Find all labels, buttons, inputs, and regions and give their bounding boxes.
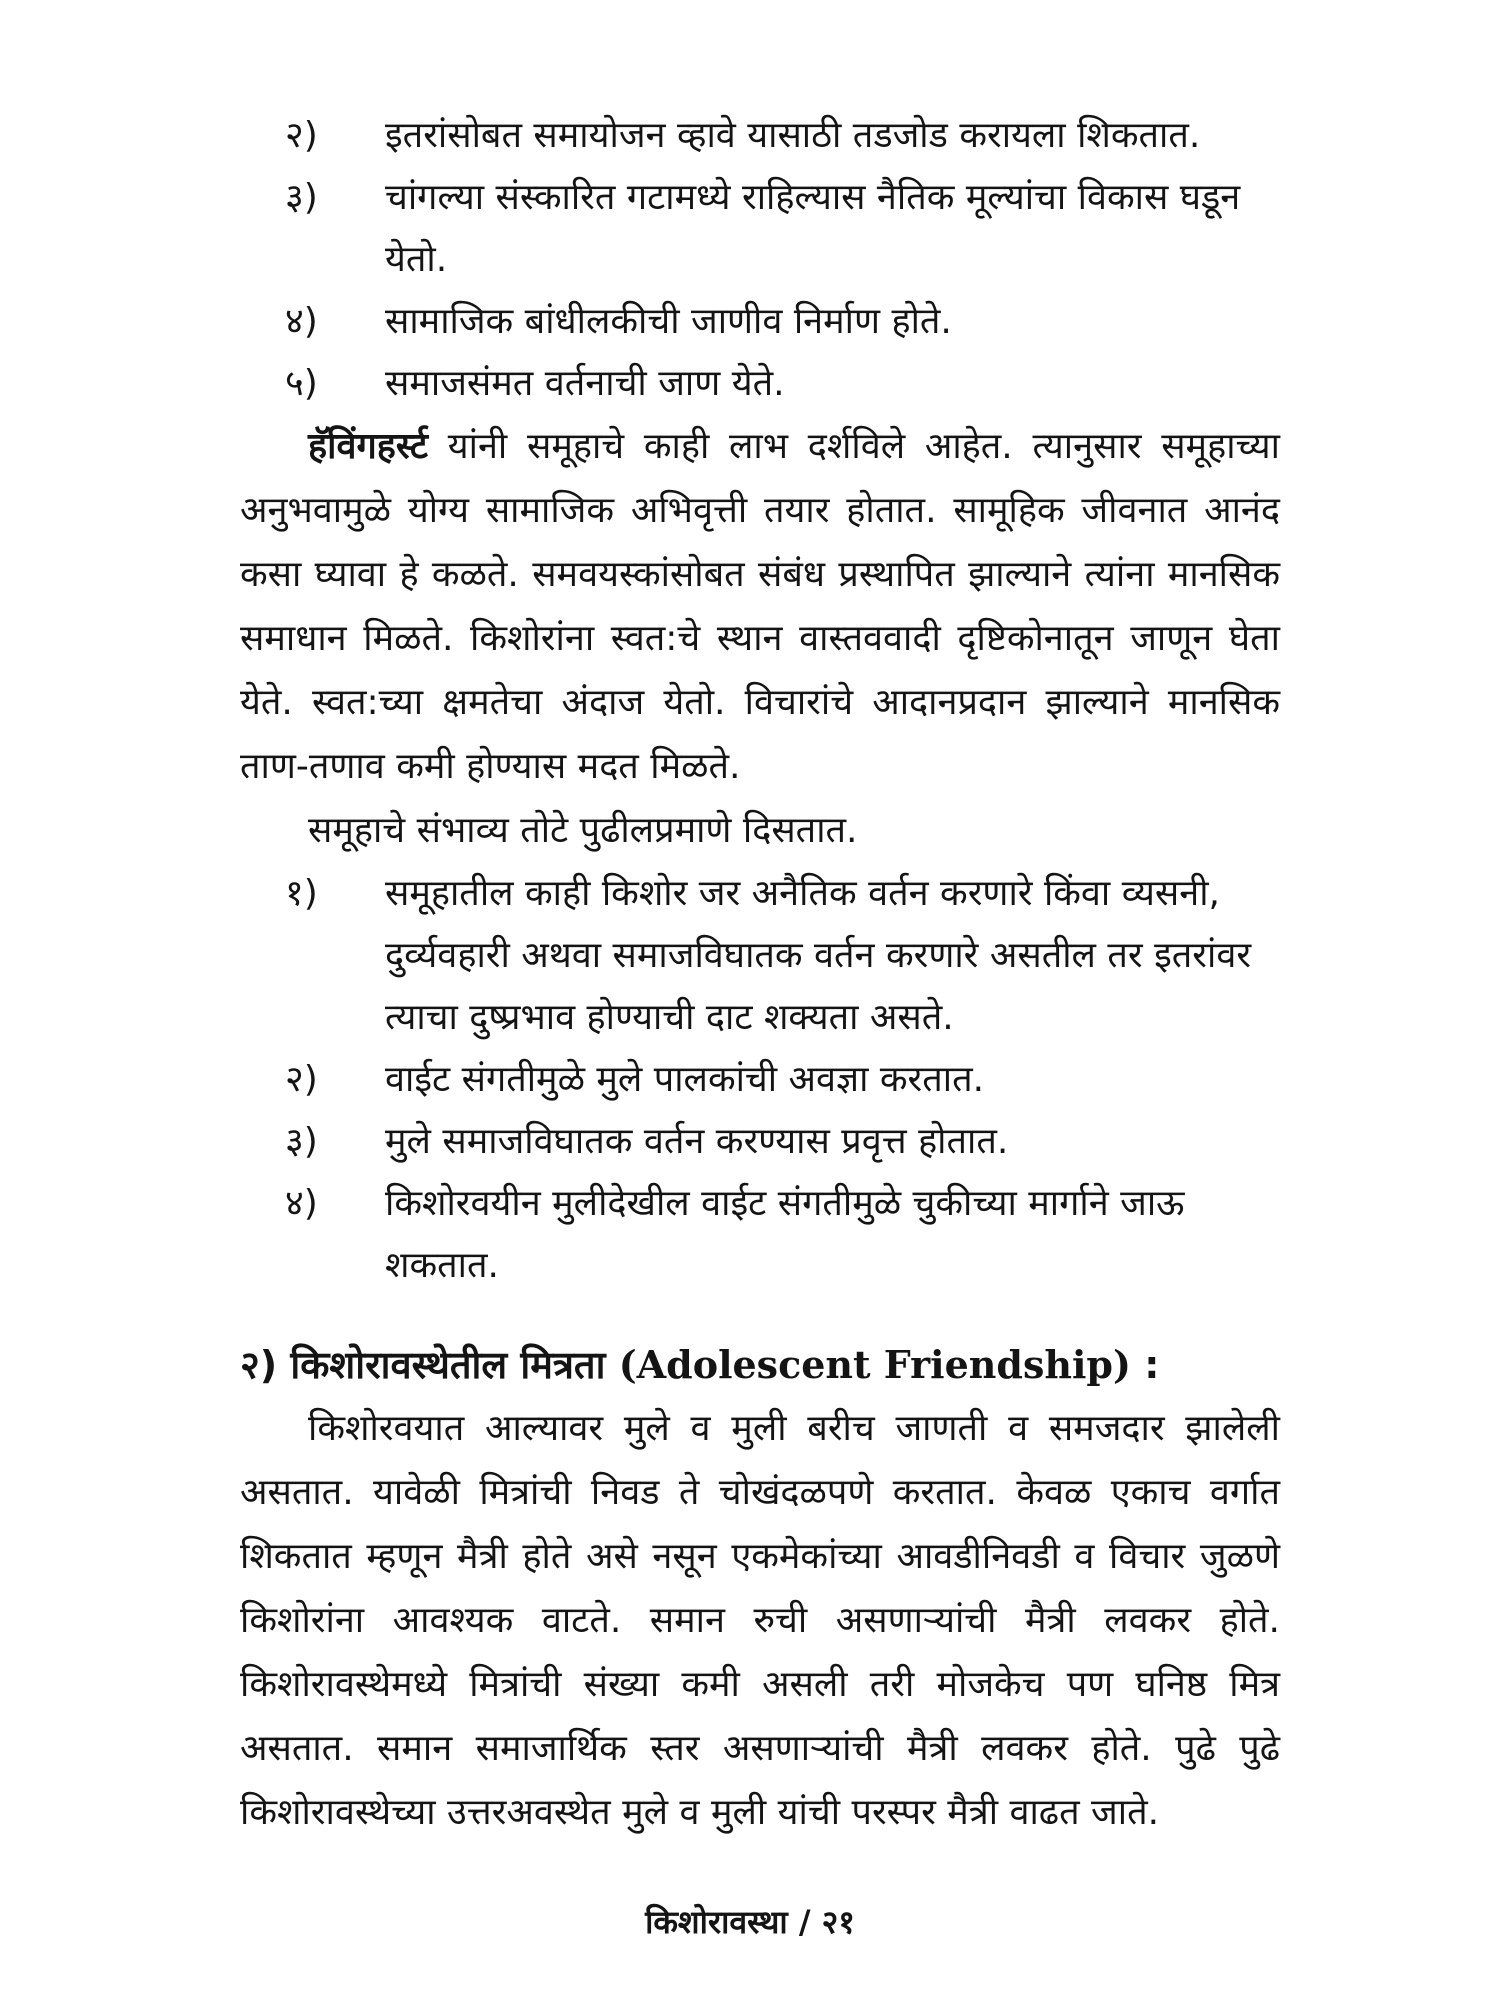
list-item bbox=[240, 1173, 1280, 1297]
list-text: मुले समाजविघातक वर्तन करण्यास प्रवृत्त होतात. bbox=[385, 1121, 1009, 1162]
list-text: समूहातील काही किशोर जर अनैतिक वर्तन करणारे किंवा व्यसनी, दुर्व्यवहारी अथवा समाजविघातक वर्तन करणारे असतील तर इतरांवर त्याचा दुष्प्रभाव होण्याची दाट शक्यता असते. bbox=[385, 873, 1252, 1038]
list-item bbox=[240, 1111, 1280, 1173]
list-number: ५) bbox=[285, 363, 318, 404]
havighurst-paragraph bbox=[240, 415, 1280, 799]
section-heading bbox=[240, 1333, 1280, 1397]
list-item bbox=[240, 291, 1280, 353]
page-footer: किशोरावस्था / २१ bbox=[645, 1903, 855, 1941]
list-number: ४) bbox=[285, 301, 318, 342]
list-item bbox=[240, 1049, 1280, 1111]
section-title-english: (Adolescent Friendship) bbox=[618, 1342, 1131, 1387]
list-number: २) bbox=[285, 1059, 318, 1100]
section-number: २) bbox=[240, 1343, 278, 1387]
list-text: सामाजिक बांधीलकीची जाणीव निर्माण होते. bbox=[385, 301, 952, 342]
list-text: इतरांसोबत समायोजन व्हावे यासाठी तडजोड करायला शिकतात. bbox=[385, 115, 1201, 156]
list-item bbox=[240, 863, 1280, 1049]
list-item bbox=[240, 105, 1280, 167]
section-title: किशोरावस्थेतील मित्रता bbox=[290, 1343, 606, 1387]
list-text: समाजसंमत वर्तनाची जाण येते. bbox=[385, 363, 785, 404]
benefits-list bbox=[240, 105, 1280, 415]
list-item bbox=[240, 167, 1280, 291]
list-text: चांगल्या संस्कारित गटामध्ये राहिल्यास नैतिक मूल्यांचा विकास घडून येतो. bbox=[385, 177, 1241, 280]
list-number: १) bbox=[285, 873, 318, 914]
disadvantages-list bbox=[240, 863, 1280, 1297]
author-name: हॅविंगहर्स्ट bbox=[308, 426, 428, 467]
list-text: वाईट संगतीमुळे मुले पालकांची अवज्ञा करतात. bbox=[385, 1059, 985, 1100]
list-number: ३) bbox=[285, 177, 318, 218]
list-text: किशोरवयीन मुलीदेखील वाईट संगतीमुळे चुकीच्या मार्गाने जाऊ शकतात. bbox=[385, 1183, 1185, 1286]
list-item bbox=[240, 353, 1280, 415]
disadvantages-intro: समूहाचे संभाव्य तोटे पुढीलप्रमाणे दिसतात. bbox=[308, 810, 858, 851]
list-number: ४) bbox=[285, 1183, 318, 1224]
friendship-paragraph: किशोरवयात आल्यावर मुले व मुली बरीच जाणती व समजदार झालेली असतात. यावेळी मित्रांची निवड ते चोखंदळपणे करतात. केवळ एकाच वर्गात शिकतात म्हणून मैत्री होते असे नसून एकमेकांच्या आवडीनिवडी व विचार जुळणे किशोरांना आवश्यक वाटते. समान रुची असणाऱ्यांची मैत्री लवकर होते. किशोरावस्थेमध्ये मित्रांची संख्या कमी असली तरी मोजकेच पण घनिष्ठ मित्र असतात. समान समाजार्थिक स्तर असणाऱ्यांची मैत्री लवकर होते. पुढे पुढे किशोरावस्थेच्या उत्तरअवस्थेत मुले व मुली यांची परस्पर मैत्री वाढत जाते. bbox=[240, 1408, 1280, 1833]
page-content bbox=[240, 105, 1280, 1845]
list-number: २) bbox=[285, 115, 318, 156]
section-colon: : bbox=[1144, 1343, 1160, 1387]
paragraph-text: यांनी समूहाचे काही लाभ दर्शविले आहेत. त्यानुसार समूहाच्या अनुभवामुळे योग्य सामाजिक अभिवृत्ती तयार होतात. सामूहिक जीवनात आनंद कसा घ्यावा हे कळते. समवयस्कांसोबत संबंध प्रस्थापित झाल्याने त्यांना मानसिक समाधान मिळते. किशोरांना स्वत:चे स्थान वास्तववादी दृष्टिकोनातून जाणून घेता येते. स्वत:च्या क्षमतेचा अंदाज येतो. विचारांचे आदानप्रदान झाल्याने मानसिक ताण-तणाव कमी होण्यास मदत मिळते. bbox=[240, 426, 1280, 787]
list-number: ३) bbox=[285, 1121, 318, 1162]
